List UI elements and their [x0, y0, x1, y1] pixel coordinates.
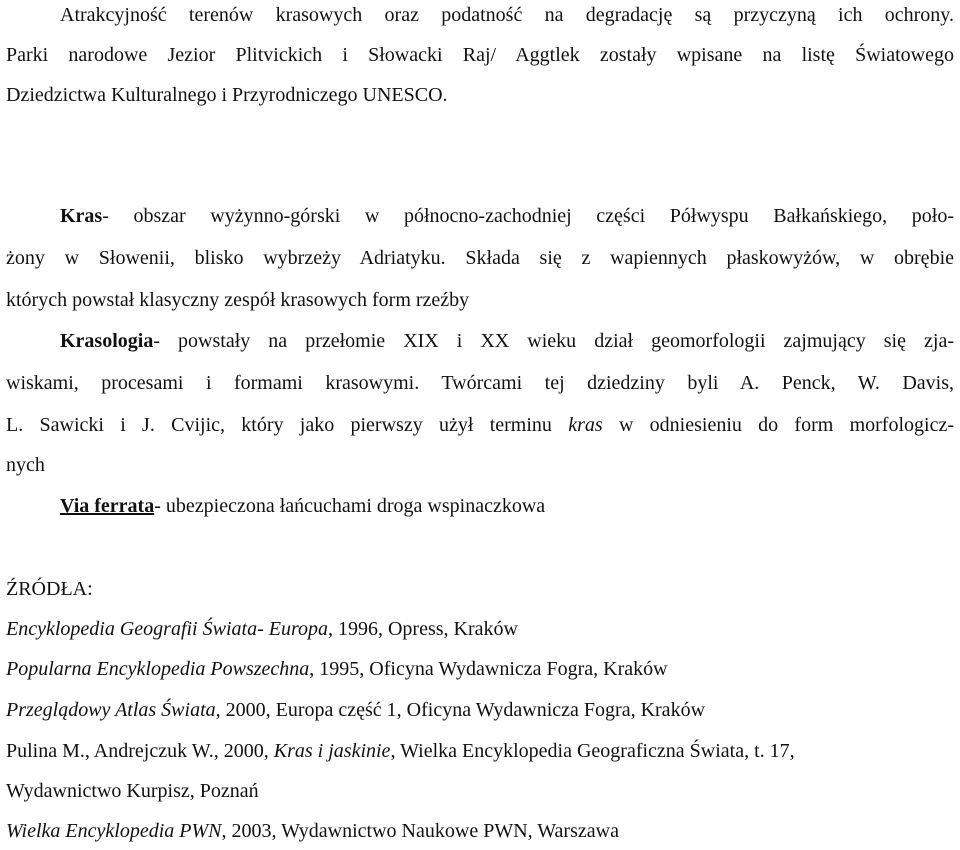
source-details: , Wielka Encyklopedia Geograficzna Świata, t. 17,	[390, 740, 795, 762]
krasologia-definition-line-1	[60, 328, 954, 354]
source-item-2	[6, 656, 954, 682]
source-title: Wielka Encyklopedia PWN	[6, 820, 222, 842]
source-title: Popularna Encyklopedia Powszechna	[6, 658, 310, 680]
kras-definition-line-2: żony w Słowenii, blisko wybrzeży Adriatyku. Składa się z wapiennych płaskowyżów, w obrębie	[6, 247, 954, 269]
kras-definition-line-1	[60, 203, 954, 229]
krasologia-definition-text: - powstały na przełomie XIX i XX wieku dział geomorfologii zajmujący się zja-	[153, 330, 954, 352]
krasologia-term: Krasologia	[60, 330, 154, 352]
source-title: Przeglądowy Atlas Świata	[6, 699, 216, 721]
source-item-3	[6, 697, 954, 723]
krasologia-definition-line-4: nych	[6, 454, 45, 476]
source-details: , 1995, Oficyna Wydawnicza Fogra, Kraków	[309, 658, 668, 680]
via-ferrata-definition	[60, 493, 954, 519]
kras-definition-text: - obszar wyżynno-górski w północno-zachodniej części Półwyspu Bałkańskiego, poło-	[102, 205, 954, 227]
intro-line-3: Dziedzictwa Kulturalnego i Przyrodniczego UNESCO.	[6, 84, 448, 106]
via-ferrata-definition-text: - ubezpieczona łańcuchami droga wspinaczkowa	[154, 495, 546, 517]
source-item-1	[6, 616, 954, 642]
krasologia-line3-text-end: w odniesieniu do form morfologicz-	[602, 414, 954, 436]
source-details: , 2000, Europa część 1, Oficyna Wydawnicza Fogra, Kraków	[215, 699, 706, 721]
krasologia-definition-line-3	[6, 412, 954, 438]
source-item-4	[6, 738, 954, 764]
kras-term: Kras	[60, 205, 103, 227]
source-item-4-continuation: Wydawnictwo Kurpisz, Poznań	[6, 780, 259, 802]
source-title: Kras i jaskinie	[273, 740, 391, 762]
kras-italic-term: kras	[568, 414, 603, 436]
krasologia-definition-line-2: wiskami, procesami i formami krasowymi. Twórcami tej dziedziny byli A. Penck, W. Davis,	[6, 372, 954, 394]
intro-line-1: Atrakcyjność terenów krasowych oraz podatność na degradację są przyczyną ich ochrony.	[60, 4, 954, 26]
source-authors: Pulina M., Andrejczuk W., 2000,	[6, 740, 274, 762]
source-details: , 1996, Opress, Kraków	[327, 618, 518, 640]
krasologia-line3-text: L. Sawicki i J. Cvijic, który jako pierwszy użył terminu	[6, 414, 569, 436]
source-item-5	[6, 818, 954, 844]
source-details: , 2003, Wydawnictwo Naukowe PWN, Warszawa	[221, 820, 619, 842]
sources-heading: ŹRÓDŁA:	[6, 578, 93, 600]
kras-definition-line-3: których powstał klasyczny zespół krasowych form rzeźby	[6, 289, 470, 311]
source-title: Encyklopedia Geografii Świata- Europa	[6, 618, 328, 640]
intro-line-2: Parki narodowe Jezior Plitvickich i Słowacki Raj/ Aggtlek zostały wpisane na listę Światowego	[6, 44, 954, 66]
via-ferrata-term: Via ferrata	[60, 495, 155, 517]
